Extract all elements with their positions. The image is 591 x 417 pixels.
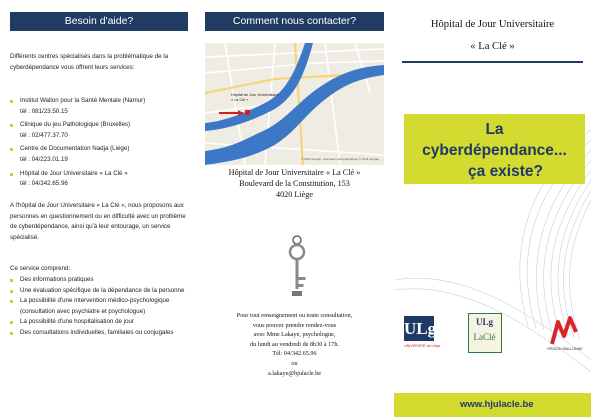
center-item bbox=[10, 120, 188, 141]
cover-panel bbox=[394, 0, 591, 417]
service-text: Des consultations individuelles, familiales ou conjugales bbox=[20, 328, 174, 336]
services-list bbox=[10, 275, 188, 339]
map-graphic bbox=[205, 43, 384, 165]
center-name: Hôpital de Jour Universitaire « La Clé » bbox=[20, 169, 128, 177]
centers-list bbox=[10, 96, 188, 193]
service-text: Des informations pratiques bbox=[20, 276, 94, 283]
services-title: Ce service comprend: bbox=[10, 265, 71, 272]
title-line: La bbox=[485, 121, 504, 138]
region-wallonne-logo bbox=[544, 314, 584, 354]
bullet-icon bbox=[10, 321, 13, 324]
contact-line: Pour tout renseignement ou toute consultation, bbox=[236, 312, 353, 319]
service-text: Une évaluation spécifique de la dépendance de la personne bbox=[20, 286, 185, 294]
service-item bbox=[10, 286, 188, 297]
address-line: 4020 Liège bbox=[275, 190, 314, 199]
la-cle-logo-top: ULg bbox=[475, 317, 493, 327]
ulg-logo-caption: UNIVERSITÉ de Liège bbox=[404, 344, 441, 348]
service-text: La possibilité d'une hospitalisation de jour bbox=[20, 318, 135, 326]
bullet-icon bbox=[10, 100, 13, 103]
contact-line: du lundi au vendredi de 8h30 à 17h. bbox=[249, 340, 339, 348]
la-cle-logo-bottom: LaClé bbox=[473, 332, 496, 342]
bullet-icon bbox=[10, 124, 13, 127]
organization-name bbox=[394, 14, 591, 58]
service-text: La possibilité d'une intervention médico-psychologique (consultation avec psychiatre et psychologue) bbox=[20, 297, 170, 315]
address-block bbox=[205, 167, 384, 200]
rooster-icon bbox=[544, 314, 584, 346]
center-tel: tél : 04/342.65.96 bbox=[20, 180, 68, 188]
map-credit: © 2011 Google - Données cartographiques © 2011 Google bbox=[301, 157, 379, 161]
center-tel: tél : 081/23.50.15 bbox=[20, 107, 68, 115]
contact-header: Comment nous contacter? bbox=[205, 12, 384, 31]
location-map[interactable] bbox=[205, 43, 384, 165]
center-name: Centre de Documentation Nadja (Liège) bbox=[20, 145, 130, 153]
org-line: Hôpital de Jour Universitaire bbox=[430, 19, 555, 30]
contact-line: ou bbox=[291, 359, 298, 367]
brochure-title bbox=[404, 114, 585, 184]
center-name: Clinique du jeu Pathologique (Bruxelles) bbox=[20, 121, 131, 129]
title-line: ça existe? bbox=[468, 163, 543, 180]
bullet-icon bbox=[10, 290, 13, 293]
ulg-logo-mark: ULg bbox=[404, 316, 434, 341]
address-line: Boulevard de la Constitution, 153 bbox=[239, 179, 350, 188]
bullet-icon bbox=[10, 148, 13, 151]
service-paragraph: A l'hôpital de Jour Universitaire « La Clé », nous proposons aux personnes en questionnement ou en difficulté avec un problème de cyberdépendance, ainsi qu'à leur entourage, un service spécialisé. bbox=[10, 202, 186, 241]
service-item bbox=[10, 328, 188, 339]
bullet-icon bbox=[10, 279, 13, 282]
help-panel bbox=[0, 0, 197, 417]
center-item bbox=[10, 144, 188, 165]
service-item bbox=[10, 275, 188, 286]
help-header: Besoin d'aide? bbox=[10, 12, 188, 31]
contact-panel bbox=[197, 0, 394, 417]
center-tel: tél : 04/223.01.19 bbox=[20, 155, 68, 163]
contact-email[interactable]: a.lakaye@hjulacle.be bbox=[267, 369, 322, 377]
bullet-icon bbox=[10, 300, 13, 303]
address-line: Hôpital de Jour Universitaire « La Clé » bbox=[228, 168, 361, 177]
service-item bbox=[10, 296, 188, 317]
contact-block bbox=[205, 311, 384, 378]
contact-phone[interactable]: Tél: 04/342.65.96 bbox=[272, 350, 317, 358]
bullet-icon bbox=[10, 173, 13, 176]
bullet-icon bbox=[10, 332, 13, 335]
contact-line: avec Mme Lakaye, psychologue, bbox=[253, 331, 336, 339]
service-item bbox=[10, 317, 188, 328]
help-intro: Différents centres spécialisés dans la problématique de la cyberdépendance vous offrent leurs services: bbox=[10, 53, 169, 71]
divider bbox=[402, 61, 583, 63]
website-link[interactable]: www.hjulacle.be bbox=[394, 393, 591, 417]
key-icon bbox=[282, 235, 312, 297]
contact-line: vous pouvez prendre rendez-vous bbox=[252, 321, 337, 329]
region-wallonne-caption: RÉGION WALLONNE bbox=[547, 347, 583, 351]
org-line: « La Clé » bbox=[470, 41, 515, 52]
center-item bbox=[10, 169, 188, 190]
center-tel: tél : 02/477.37.70 bbox=[20, 131, 68, 139]
map-label: Hôpital de Jour Universitaire « La Clé » bbox=[231, 93, 279, 102]
ulg-logo bbox=[404, 316, 452, 352]
center-item bbox=[10, 96, 188, 117]
la-cle-logo bbox=[468, 313, 502, 353]
title-line: cyberdépendance... bbox=[422, 142, 567, 159]
center-name: Institut Wallon pour la Santé Mentale (Namur) bbox=[20, 97, 146, 104]
